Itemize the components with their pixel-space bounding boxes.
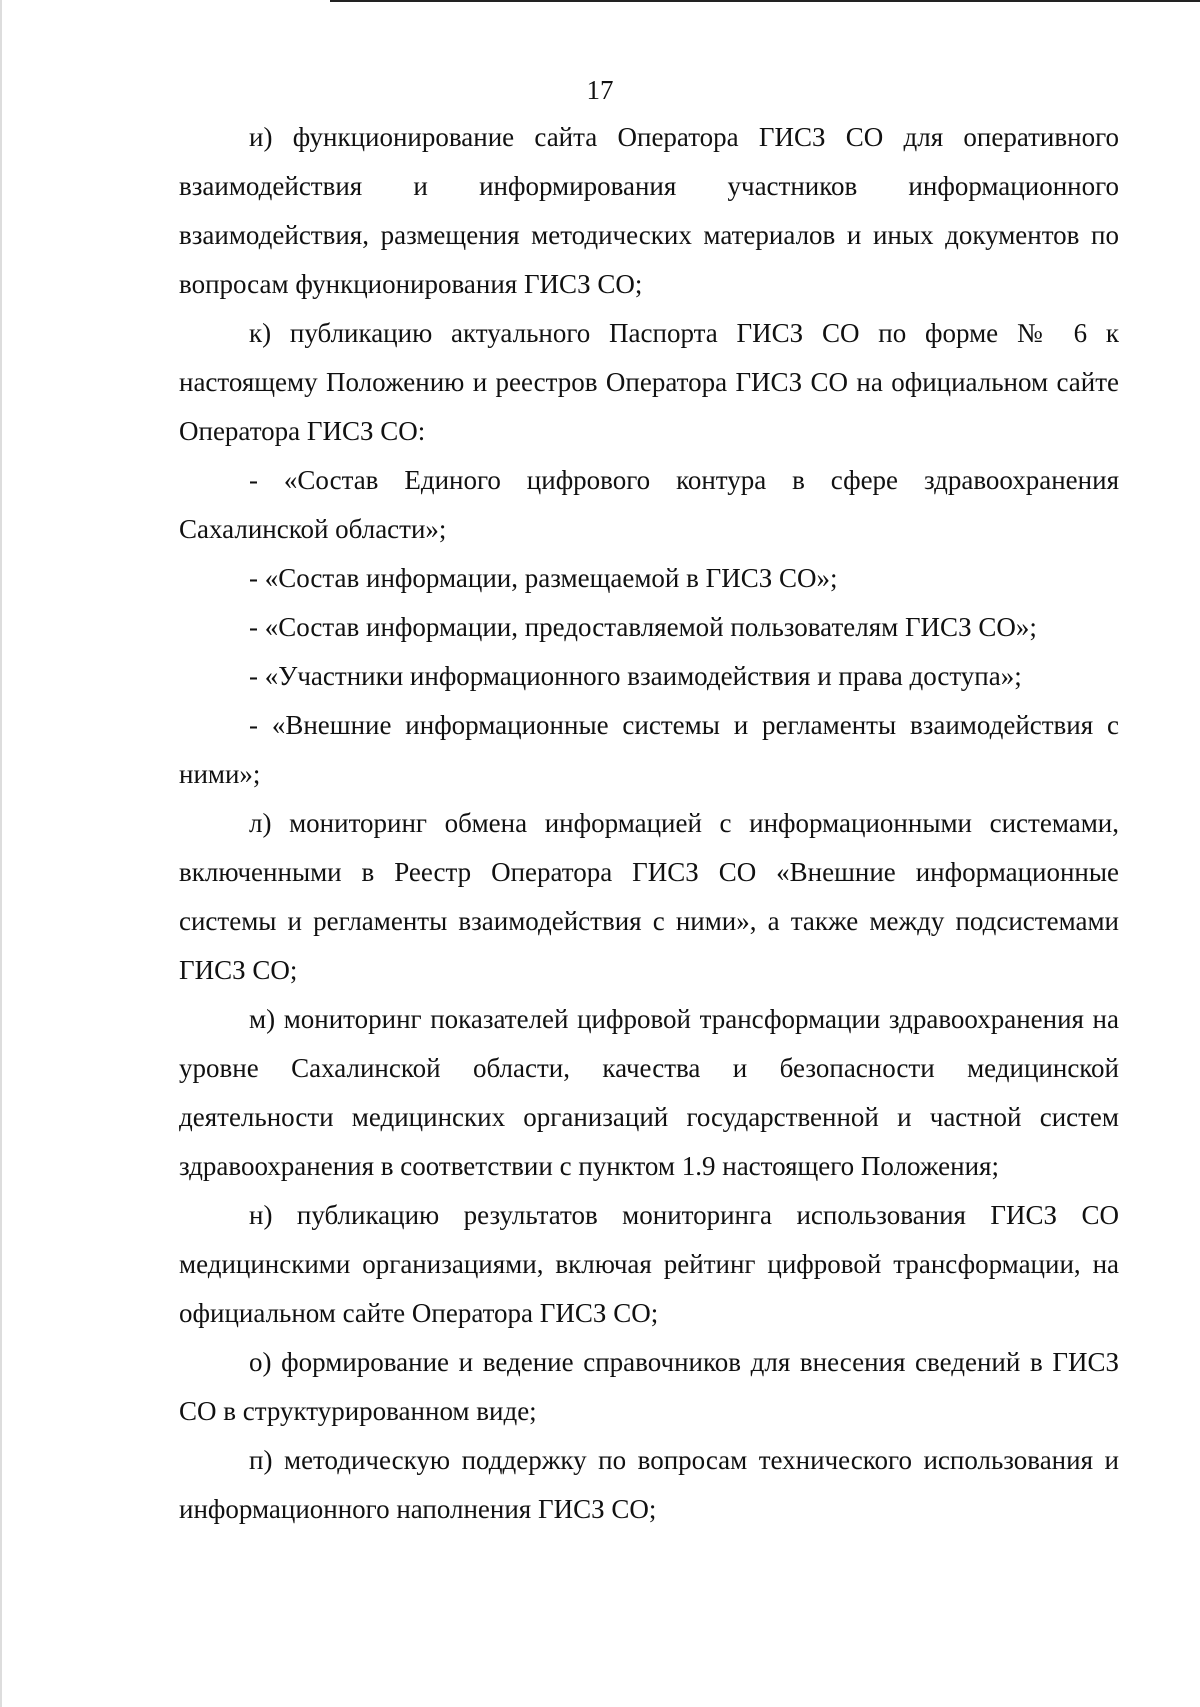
- paragraph-p: п) методическую поддержку по вопросам технического использования и информационного наполнения ГИСЗ СО;: [179, 1445, 1119, 1524]
- list-item-external-systems: - «Внешние информационные системы и регламенты взаимодействия с ними»;: [179, 710, 1119, 789]
- page-number: 17: [586, 75, 614, 105]
- list-item-digital-contour: - «Состав Единого цифрового контура в сфере здравоохранения Сахалинской области»;: [179, 465, 1119, 544]
- paragraph-k: к) публикацию актуального Паспорта ГИСЗ СО по форме № 6 к настоящему Положению и реестров Оператора ГИСЗ СО на официальном сайте Оператора ГИСЗ СО:: [179, 318, 1119, 446]
- list-item-info-provided: - «Состав информации, предоставляемой пользователям ГИСЗ СО»;: [249, 612, 1037, 642]
- paragraph-l: л) мониторинг обмена информацией с информационными системами, включенными в Реестр Оператора ГИСЗ СО «Внешние информационные системы и регламенты взаимодействия с ними», а также между подсистемами ГИСЗ СО;: [179, 808, 1119, 985]
- paragraph-i: и) функционирование сайта Оператора ГИСЗ СО для оперативного взаимодействия и информирования участников информационного взаимодействия, размещения методических материалов и иных документов по вопросам функционирования ГИСЗ СО;: [179, 122, 1119, 299]
- scan-top-edge: [330, 0, 1200, 2]
- scan-left-edge: [0, 0, 2, 1707]
- document-body: [179, 113, 1119, 1534]
- paragraph-m: м) мониторинг показателей цифровой трансформации здравоохранения на уровне Сахалинской области, качества и безопасности медицинской деятельности медицинских организаций государственной и частной систем здравоохранения в соответствии с пунктом 1.9 настоящего Положения;: [179, 1004, 1119, 1181]
- paragraph-n: н) публикацию результатов мониторинга использования ГИСЗ СО медицинскими организациями, включая рейтинг цифровой трансформации, на официальном сайте Оператора ГИСЗ СО;: [179, 1200, 1119, 1328]
- list-item-info-placed: - «Состав информации, размещаемой в ГИСЗ СО»;: [249, 563, 838, 593]
- list-item-participants: - «Участники информационного взаимодействия и права доступа»;: [249, 661, 1022, 691]
- paragraph-o: о) формирование и ведение справочников для внесения сведений в ГИСЗ СО в структурированном виде;: [179, 1347, 1119, 1426]
